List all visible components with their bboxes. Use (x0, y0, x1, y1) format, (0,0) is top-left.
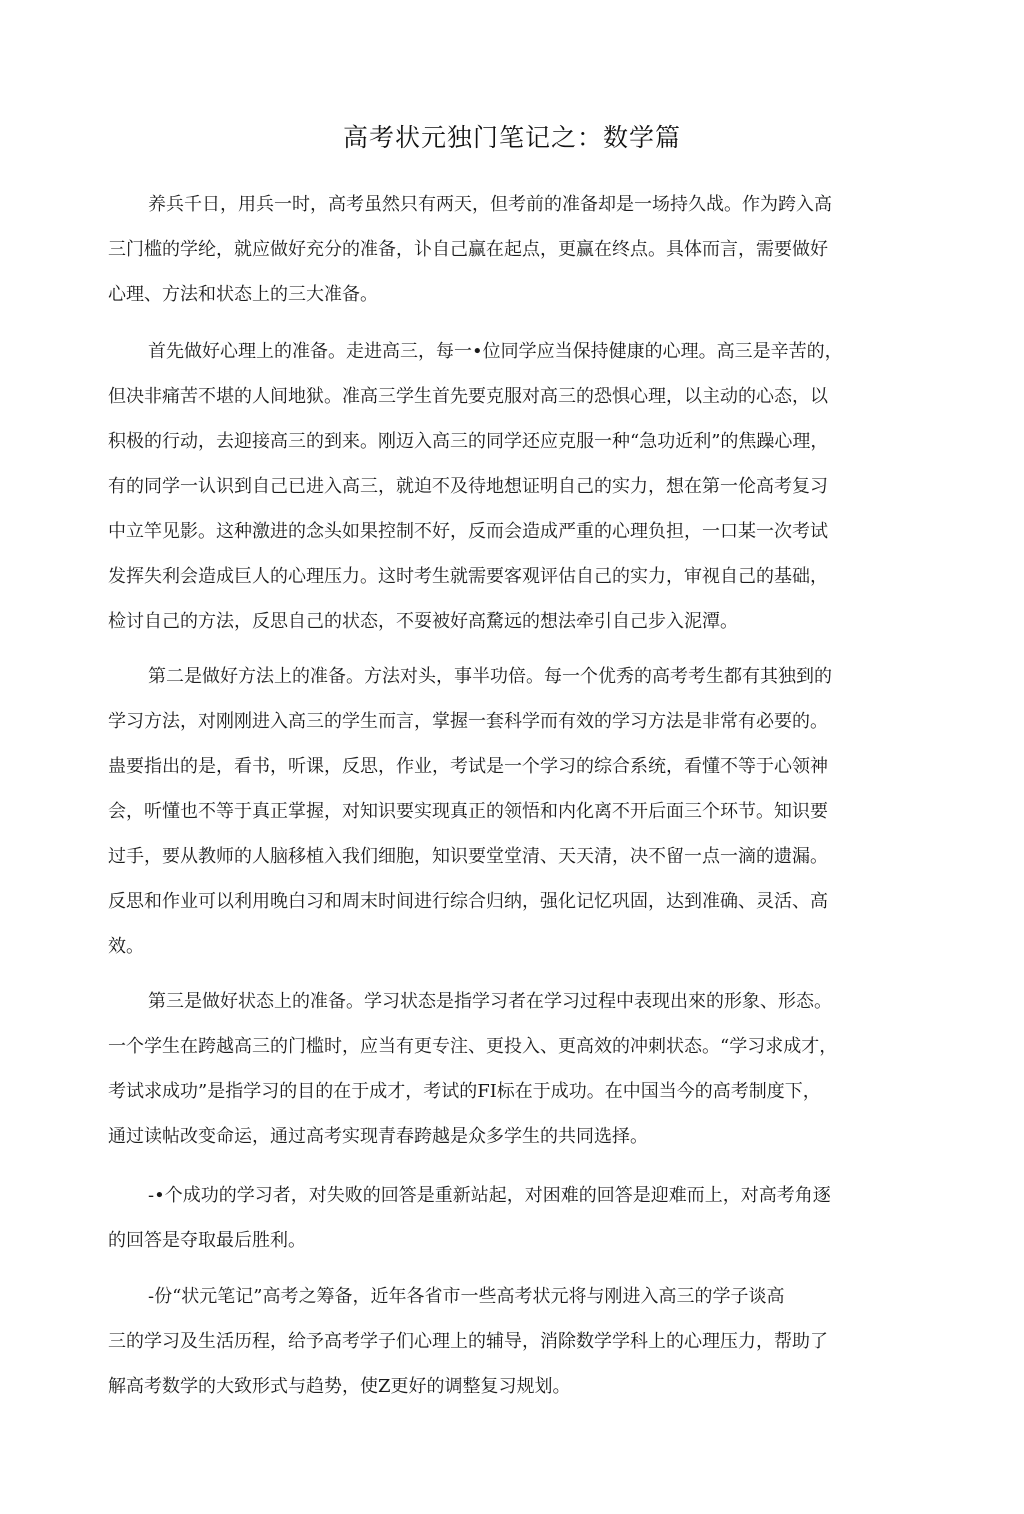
text-line: 蛊要指出的是，看书，听课，反思，作业，考试是一个学习的综合系统，看懂不等于心领神 (108, 756, 828, 777)
text-line: 一个学生在跨越高三的门槛时，应当有更专注、更投入、更高效的冲刺状态。“学习求成才， (108, 1036, 838, 1057)
text-line: -•个成功的学习者，对失败的回答是重新站起，对困难的回答是迎难而上，对高考角逐 (148, 1185, 831, 1206)
text-line: 但决非痛苦不堪的人间地狱。准高三学生首先要克服对高三的恐惧心理，以主动的心态，以 (108, 386, 828, 407)
text-line: 学习方法，对刚刚进入高三的学生而言，掌握一套科学而有效的学习方法是非常有必要的。 (108, 711, 828, 732)
text-line: 有的同学一认识到自己已进入高三，就迫不及待地想证明自己的实力，想在第一伦高考复习 (108, 476, 828, 497)
text-line: 积极的行动，去迎接高三的到来。刚迈入高三的同学还应克服一种“急功近利”的焦躁心理， (108, 431, 829, 452)
text-line: 会，听懂也不等于真正掌握，对知识要实现真正的领悟和内化离不开后面三个环节。知识要 (108, 801, 828, 822)
paragraph-2 (108, 329, 843, 644)
text-line: 通过读帖改变命运，通过高考实现青春跨越是众多学生的共同选择。 (108, 1126, 648, 1147)
text-line: 养兵千日，用兵一时，高考虽然只有两天，但考前的准备却是一场持久战。作为跨入高 (148, 194, 832, 215)
document-title: 高考状元独门笔记之：数学篇 (342, 123, 681, 152)
text-line: 反思和作业可以利用晚白习和周末时间进行综合归纳，强化记忆巩固，达到准确、灵活、高 (108, 891, 828, 912)
text-line: 三门槛的学纶，就应做好充分的准备，讣自己赢在起点，更赢在终点。具体而言，需要做好 (108, 239, 828, 260)
text-line: 首先做好心理上的准备。走进高三，每一•位同学应当保持健康的心理。高三是辛苦的， (148, 341, 843, 362)
text-line: 第二是做好方法上的准备。方法对头，事半功倍。每一个优秀的高考考生都有其独到的 (148, 666, 832, 687)
text-line: 检讨自己的方法，反思自己的状态，不耍被好高騖远的想法牵引自己步入泥潭。 (108, 611, 738, 632)
text-line: 效。 (108, 936, 144, 957)
text-line: 心理、方法和状态上的三大准备。 (108, 284, 378, 305)
text-line: 发挥失利会造成巨人的心理压力。这时考生就需要客观评估自己的实力，审视自己的基础， (108, 566, 828, 587)
text-line: 中立竿见影。这种激进的念头如果控制不好，反而会造成严重的心理负担，一口某一次考试 (108, 521, 828, 542)
text-line: 第三是做好状态上的准备。学习状态是指学习者在学习过程中表现出來的形象、形态。 (148, 991, 832, 1012)
paragraph-6 (108, 1274, 828, 1409)
text-line: 三的学习及生活历程，给予高考学子们心理上的辅导，消除数学学科上的心理压力，帮助了 (108, 1331, 828, 1352)
text-line: 过手，要从教师的人脑移植入我们细胞，知识要堂堂清、天天清，决不留一点一滴的遗漏。 (108, 846, 828, 867)
paragraph-1 (108, 182, 832, 317)
text-line: 考试求成功”是指学习的目的在于成才，考试的FI标在于成功。在中国当今的高考制度下， (108, 1081, 821, 1102)
paragraph-4 (108, 979, 837, 1159)
paragraph-5 (108, 1173, 831, 1263)
text-line: -份“状元笔记”高考之筹备，近年各省市一些高考状元将与刚进入高三的学子谈高 (148, 1286, 785, 1307)
text-line: 解高考数学的大致形式与趋势，使Z更好的调整复习规划。 (108, 1376, 571, 1397)
text-line: 的回答是夺取最后胜利。 (108, 1230, 306, 1251)
paragraph-3 (108, 654, 832, 969)
